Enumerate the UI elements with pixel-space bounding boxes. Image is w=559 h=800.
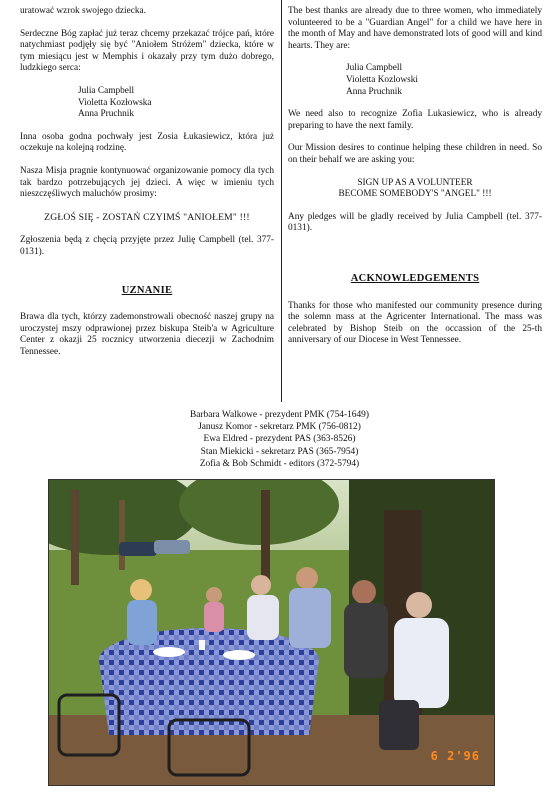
tree-trunk xyxy=(261,490,270,590)
contacts-footer xyxy=(0,409,559,470)
contact-line: Zofia & Bob Schmidt - editors (372-5794) xyxy=(199,458,360,469)
person-body xyxy=(289,588,331,648)
person-body xyxy=(344,603,388,678)
tree-trunk xyxy=(71,490,79,585)
date-stamp: 6 2'96 xyxy=(430,749,480,763)
polish-column xyxy=(20,6,274,369)
contact-line: Ewa Eldred - prezydent PAS (363-8526) xyxy=(203,434,356,445)
plate xyxy=(153,647,185,657)
name-item: Violetta Kozlowski xyxy=(346,74,418,85)
name-item: Julia Campbell xyxy=(78,85,135,96)
person-body xyxy=(247,595,279,640)
paragraph: Inna osoba godna pochwały jest Zosia Łukasiewicz, która już oczekuje na kolejną rodzinę. xyxy=(20,131,274,154)
paragraph: Brawa dla tych, którzy zademonstrowali obecność naszej grupy na uroczystej mszy odprawionej przez biskupa Steib'a w Agriculture Center z okazji 25 rocznicy utworzenia diecezji w Zachodnim Tennessee. xyxy=(20,312,274,357)
paragraph: Nasza Misja pragnie kontynuować organizowanie pomocy dla tych tak bardzo potrzebujących jej dzieci. A więc w imieniu tych nieszczęśliwych maluchów prosimy: xyxy=(20,165,274,200)
name-item: Julia Campbell xyxy=(346,63,403,74)
section-heading: ACKNOWLEDGEMENTS xyxy=(350,272,480,284)
contact-line: Janusz Komor - sekretarz PMK (756-0812) xyxy=(198,422,361,433)
tablecloth xyxy=(99,660,319,735)
name-item: Violetta Kozłowska xyxy=(78,97,152,108)
volunteer-call: ZGŁOŚ SIĘ - ZOSTAŃ CZYIMŚ "ANIOŁEM" !!! xyxy=(44,211,250,223)
name-item: Anna Pruchnik xyxy=(78,109,135,120)
person-head xyxy=(251,575,271,595)
car xyxy=(119,542,157,556)
name-item: Anna Pruchnik xyxy=(346,86,403,97)
paragraph: Zgłoszenia będą z chęcią przyjęte przez Julię Campbell (tel. 377-0131). xyxy=(20,235,274,257)
group-photo xyxy=(48,479,495,786)
paragraph: Any pledges will be gladly received by Julia Campbell (tel. 377-0131). xyxy=(288,211,542,234)
names-list xyxy=(20,86,274,121)
paragraph: We need also to recognize Zofia Lukasiewicz, who is already preparing to have the next family. xyxy=(288,109,542,131)
paragraph: uratować wzrok swojego dziecka. xyxy=(20,6,146,16)
photo-scene xyxy=(49,480,494,785)
person-body xyxy=(394,618,449,708)
contact-line: Barbara Walkowe - prezydent PMK (754-1649) xyxy=(190,410,369,420)
paragraph: Thanks for those who manifested our community presence during the solemn mass at the Agricenter International. The mass was celebrated by Bishop Steib on the occassion of the 25-th anniversary of our Diocese in West Tennessee. xyxy=(288,300,542,346)
names-list xyxy=(288,63,542,98)
person-legs xyxy=(379,700,419,750)
paragraph: Our Mission desires to continue helping these children in need. So on their behalf we are asking you: xyxy=(288,143,542,165)
contact-line: Stan Miekicki - sekretarz PAS (365-7954) xyxy=(200,446,359,457)
volunteer-call-line1: SIGN UP AS A VOLUNTEER xyxy=(357,177,473,188)
person-head xyxy=(352,580,376,604)
cup xyxy=(199,640,205,650)
tree-trunk xyxy=(119,500,125,570)
car xyxy=(154,540,190,554)
person-head xyxy=(130,579,152,601)
person-body xyxy=(204,602,224,632)
english-column xyxy=(288,6,542,358)
column-divider xyxy=(281,0,282,402)
paragraph: Serdeczne Bóg zapłać już teraz chcemy przekazać trójce pań, które natychmiast podjęły się być "Aniołem Stróżem" dziecka, które w tym miesiącu jest w Memphis i okazały przy tym dużo dobrego, ludzkiego serca: xyxy=(20,28,274,74)
person-body xyxy=(127,600,157,645)
person-head xyxy=(406,592,432,618)
volunteer-call-line2: BECOME SOMEBODY'S "ANGEL" !!! xyxy=(338,189,492,200)
person-head xyxy=(296,567,318,589)
paragraph: The best thanks are already due to three women, who immediately volunteered to be a "Guardian Angel" for a child we have here in the month of May and have demonstrated lots of good will and kind hearts. They are: xyxy=(288,6,542,51)
plate xyxy=(223,650,255,660)
section-heading: UZNANIE xyxy=(121,284,173,296)
person-head xyxy=(206,587,222,603)
